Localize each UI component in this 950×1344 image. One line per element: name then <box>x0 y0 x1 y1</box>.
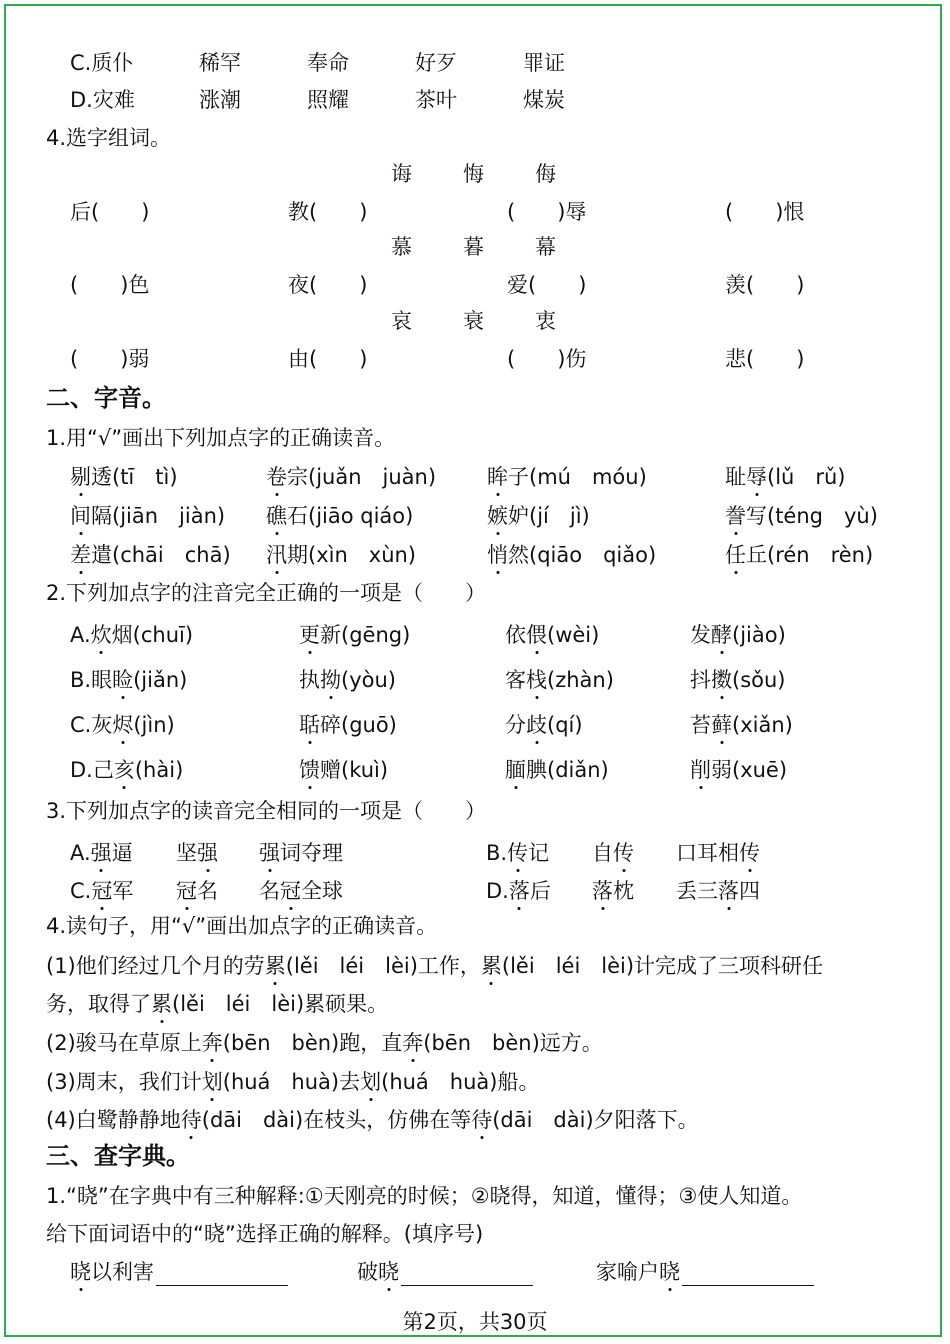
dotted-char: 传 <box>739 841 760 865</box>
item-post: 遣(chāi chā) <box>91 543 231 567</box>
dotted-char: 偎 <box>526 623 547 647</box>
option-item <box>486 839 549 867</box>
sentence-1 <box>46 952 823 980</box>
item-post: 记 <box>528 841 550 865</box>
choice-char: 衰 <box>463 309 484 333</box>
item-post: 期(xìn xùn) <box>287 543 417 567</box>
dotted-char: 炊 <box>90 623 112 647</box>
pinyin-item <box>487 541 656 569</box>
dotted-char: 冠 <box>176 879 197 903</box>
dotted-char: 悄 <box>487 543 508 567</box>
sentence-text: (3)周末，我们计 <box>46 1070 202 1094</box>
fill-item: 悲( ) <box>725 347 805 371</box>
sentence-text: 务，取得了 <box>46 992 151 1016</box>
item-pre: 苔 <box>690 713 711 737</box>
fill-item: 教( ) <box>288 200 368 224</box>
sentence-text: (huá huà)船。 <box>381 1070 540 1094</box>
dotted-char: 划 <box>201 1070 223 1094</box>
dotted-char: 奔 <box>402 1031 424 1055</box>
question-title: 1.用“√”画出下列加点字的正确读音。 <box>46 426 396 450</box>
option-item <box>70 621 193 649</box>
fill-item: ( )伤 <box>507 347 587 371</box>
item-pre: 丢三 <box>676 879 718 903</box>
option-item <box>299 711 397 739</box>
option-item <box>690 711 793 739</box>
question-text: 给下面词语中的“晓”选择正确的解释。(填序号) <box>46 1222 484 1246</box>
dotted-char: 剔 <box>70 465 91 489</box>
dotted-char: 奔 <box>201 1031 223 1055</box>
fill-item: 由( ) <box>288 347 368 371</box>
sentence-text: (4)白鹭静静地 <box>46 1108 181 1132</box>
dotted-char: 眸 <box>487 465 508 489</box>
item-post: 四 <box>739 879 760 903</box>
item-post: (wèi) <box>547 623 600 647</box>
item-post: (xiǎn) <box>732 713 793 737</box>
sentence-text: (lěi léi lèi)工作， <box>285 954 481 978</box>
sentence-text: (bēn bèn)远方。 <box>423 1031 603 1055</box>
pinyin-item <box>725 463 845 491</box>
fill-item: ( )辱 <box>507 200 587 224</box>
dotted-char: 晓 <box>378 1260 399 1284</box>
pinyin-item <box>266 502 413 530</box>
item-post: (lǔ rǔ) <box>767 465 846 489</box>
answer-blank[interactable] <box>682 1263 814 1286</box>
dotted-char: 差 <box>70 543 91 567</box>
question-title: 4.选字组词。 <box>46 126 172 150</box>
option-item <box>592 839 634 867</box>
dotted-char: 礁 <box>266 504 287 528</box>
fill-item: ( )恨 <box>725 200 805 224</box>
item-post: 子(mú móu) <box>508 465 647 489</box>
item-post: 弱(xuē) <box>711 758 788 782</box>
item-post: 透(tī tì) <box>91 465 178 489</box>
item-pre: 自 <box>592 841 613 865</box>
dotted-char: 冠 <box>280 879 301 903</box>
dotted-char: 睑 <box>112 668 134 692</box>
item-post: (qí) <box>547 713 583 737</box>
option-text: D.灾难 <box>70 88 135 112</box>
fill-item: ( )色 <box>70 273 150 297</box>
dotted-char: 晓 <box>659 1260 680 1284</box>
item-pre: 执 <box>299 668 320 692</box>
option-text: 奉命 <box>307 51 349 75</box>
pinyin-item <box>70 541 231 569</box>
answer-blank[interactable] <box>401 1263 533 1286</box>
item-post: 烟(chuī) <box>111 623 194 647</box>
item-post: 全球 <box>301 879 343 903</box>
dotted-char: 冠 <box>91 879 113 903</box>
option-item <box>690 756 787 784</box>
item-post: 以利害 <box>91 1260 154 1284</box>
option-item <box>690 666 785 694</box>
item-pre: 分 <box>505 713 526 737</box>
option-text: 罪证 <box>523 51 565 75</box>
page-number: 第2页，共30页 <box>402 1310 548 1334</box>
pinyin-item <box>266 463 436 491</box>
item-post: 石(jiāo qiáo) <box>287 504 414 528</box>
item-pre: A. <box>70 841 91 865</box>
item-post: 宗(juǎn juàn) <box>287 465 437 489</box>
section-heading: 三、查字典。 <box>46 1142 190 1170</box>
dotted-char: 歧 <box>526 713 547 737</box>
option-item <box>505 666 614 694</box>
dotted-char: 擞 <box>711 668 732 692</box>
dotted-char: 落 <box>592 879 613 903</box>
item-post: 军 <box>112 879 134 903</box>
option-item <box>70 877 133 905</box>
option-text: 照耀 <box>307 88 349 112</box>
choice-char: 衷 <box>535 309 556 333</box>
dotted-char: 强 <box>259 841 280 865</box>
option-text: 茶叶 <box>415 88 457 112</box>
option-item <box>259 877 343 905</box>
pinyin-item <box>487 502 590 530</box>
dotted-char: 藓 <box>711 713 732 737</box>
item-pre: B.眼 <box>70 668 113 692</box>
item-pre: 名 <box>259 879 280 903</box>
item-post: 腆(diǎn) <box>526 758 609 782</box>
item-post: 枕 <box>613 879 634 903</box>
sentence-4 <box>46 1106 699 1134</box>
pinyin-item <box>487 463 647 491</box>
option-text: 好歹 <box>415 51 457 75</box>
dotted-char: 任 <box>725 543 746 567</box>
item-pre: 口耳相 <box>676 841 739 865</box>
dotted-char: 累 <box>480 954 502 978</box>
dotted-char: 卷 <box>266 465 287 489</box>
option-item <box>70 839 133 867</box>
pinyin-item <box>70 502 225 530</box>
word-item <box>70 1258 288 1286</box>
option-item <box>70 711 175 739</box>
sentence-1-cont <box>46 990 388 1018</box>
fill-item: ( )弱 <box>70 347 150 371</box>
question-text: 1.“晓”在字典中有三种解释:①天刚亮的时候；②晓得，知道，懂得；③使人知道。 <box>46 1184 803 1208</box>
option-item <box>176 877 218 905</box>
dotted-char: 更 <box>299 623 320 647</box>
option-text: 涨潮 <box>199 88 241 112</box>
dotted-char: 传 <box>613 841 634 865</box>
dotted-char: 划 <box>360 1070 382 1094</box>
item-pre: B. <box>486 841 508 865</box>
item-post: 然(qiāo qiǎo) <box>508 543 657 567</box>
sentence-text: (dāi dài)夕阳落下。 <box>492 1108 699 1132</box>
dotted-char: 晓 <box>70 1260 91 1284</box>
option-item <box>505 756 609 784</box>
option-item <box>690 621 786 649</box>
pinyin-item <box>725 502 878 530</box>
item-post: 赠(kuì) <box>320 758 389 782</box>
option-item <box>176 839 218 867</box>
item-pre: 发 <box>690 623 711 647</box>
question-title: 4.读句子，用“√”画出加点字的正确读音。 <box>46 914 438 938</box>
question-title: 3.下列加点字的读音完全相同的一项是（ ） <box>46 799 487 823</box>
sentence-text: (2)骏马在草原上 <box>46 1031 202 1055</box>
item-post: 后 <box>529 879 551 903</box>
dotted-char: 辱 <box>746 465 767 489</box>
item-pre: 坚 <box>176 841 197 865</box>
choice-char: 侮 <box>535 162 556 186</box>
fill-item: 后( ) <box>70 200 150 224</box>
choice-char: 幕 <box>535 235 556 259</box>
dotted-char: 落 <box>508 879 530 903</box>
option-item <box>486 877 551 905</box>
item-post: (hài) <box>134 758 184 782</box>
option-text: 煤炭 <box>523 88 565 112</box>
dotted-char: 累 <box>264 954 286 978</box>
item-post: (zhàn) <box>547 668 614 692</box>
option-item <box>592 877 634 905</box>
item-pre: C. <box>70 879 92 903</box>
choice-char: 慕 <box>391 235 412 259</box>
choice-char: 哀 <box>391 309 412 333</box>
dotted-char: 酵 <box>711 623 732 647</box>
dotted-char: 传 <box>507 841 529 865</box>
item-pre: A. <box>70 623 91 647</box>
sentence-text: (lěi léi lèi)计完成了三项科研任 <box>501 954 824 978</box>
option-text: C.质仆 <box>70 51 134 75</box>
item-post: (jiào) <box>732 623 786 647</box>
dotted-char: 强 <box>197 841 218 865</box>
item-pre: 客 <box>505 668 526 692</box>
item-post: (yòu) <box>341 668 396 692</box>
sentence-text: (lěi léi lèi)累硕果。 <box>172 992 389 1016</box>
option-item <box>299 621 410 649</box>
item-post: (jiǎn) <box>133 668 188 692</box>
item-post: 丘(rén rèn) <box>746 543 874 567</box>
dotted-char: 誊 <box>725 504 746 528</box>
item-pre: 抖 <box>690 668 711 692</box>
item-pre: D. <box>486 879 509 903</box>
item-post: 隔(jiān jiàn) <box>91 504 226 528</box>
dotted-char: 烬 <box>112 713 134 737</box>
item-pre: D.己 <box>70 758 114 782</box>
item-post: 逼 <box>111 841 133 865</box>
item-post: 名 <box>197 879 218 903</box>
option-item <box>70 756 183 784</box>
choice-char: 诲 <box>391 162 412 186</box>
dotted-char: 落 <box>718 879 739 903</box>
dotted-char: 间 <box>70 504 91 528</box>
sentence-text: (bēn bèn)跑，直 <box>222 1031 403 1055</box>
dotted-char: 削 <box>690 758 711 782</box>
word-item <box>596 1258 814 1286</box>
sentence-3 <box>46 1068 540 1096</box>
item-post: 写(téng yù) <box>746 504 878 528</box>
dotted-char: 待 <box>180 1108 202 1132</box>
dotted-char: 累 <box>151 992 172 1016</box>
option-item <box>299 666 396 694</box>
dotted-char: 待 <box>471 1108 493 1132</box>
item-post: 新(gēng) <box>320 623 411 647</box>
pinyin-item <box>266 541 416 569</box>
answer-blank[interactable] <box>156 1263 288 1286</box>
question-title: 2.下列加点字的注音完全正确的一项是（ ） <box>46 581 487 605</box>
item-pre: 耻 <box>725 465 746 489</box>
choice-char: 暮 <box>463 235 484 259</box>
fill-item: 爱( ) <box>507 273 587 297</box>
option-item <box>70 666 187 694</box>
item-post: (jìn) <box>133 713 175 737</box>
dotted-char: 强 <box>90 841 112 865</box>
dotted-char: 馈 <box>299 758 320 782</box>
dotted-char: 聒 <box>299 713 320 737</box>
dotted-char: 汛 <box>266 543 287 567</box>
item-pre: 破 <box>357 1260 378 1284</box>
choice-char: 悔 <box>463 162 484 186</box>
sentence-text: (huá huà)去 <box>222 1070 361 1094</box>
item-post: 碎(guō) <box>320 713 397 737</box>
dotted-char: 嫉 <box>487 504 508 528</box>
sentence-2 <box>46 1029 603 1057</box>
pinyin-item <box>70 463 178 491</box>
dotted-char: 栈 <box>526 668 547 692</box>
section-heading: 二、字音。 <box>46 384 166 412</box>
dotted-char: 亥 <box>113 758 135 782</box>
word-item <box>357 1258 533 1286</box>
option-item <box>676 839 760 867</box>
option-item <box>299 756 388 784</box>
option-item <box>259 839 343 867</box>
pinyin-item <box>725 541 873 569</box>
fill-item: 羡( ) <box>725 273 805 297</box>
item-pre: 家喻户 <box>596 1260 659 1284</box>
option-text: 稀罕 <box>199 51 241 75</box>
item-post: 词夺理 <box>280 841 343 865</box>
dotted-char: 腼 <box>505 758 526 782</box>
item-pre: C.灰 <box>70 713 113 737</box>
dotted-char: 拗 <box>320 668 341 692</box>
item-post: 妒(jí jì) <box>508 504 590 528</box>
option-item <box>676 877 760 905</box>
sentence-text: (1)他们经过几个月的劳 <box>46 954 265 978</box>
fill-item: 夜( ) <box>288 273 368 297</box>
sentence-text: (dāi dài)在枝头，仿佛在等 <box>201 1108 472 1132</box>
option-item <box>505 621 599 649</box>
item-post: (sǒu) <box>732 668 786 692</box>
item-pre: 依 <box>505 623 526 647</box>
option-item <box>505 711 583 739</box>
